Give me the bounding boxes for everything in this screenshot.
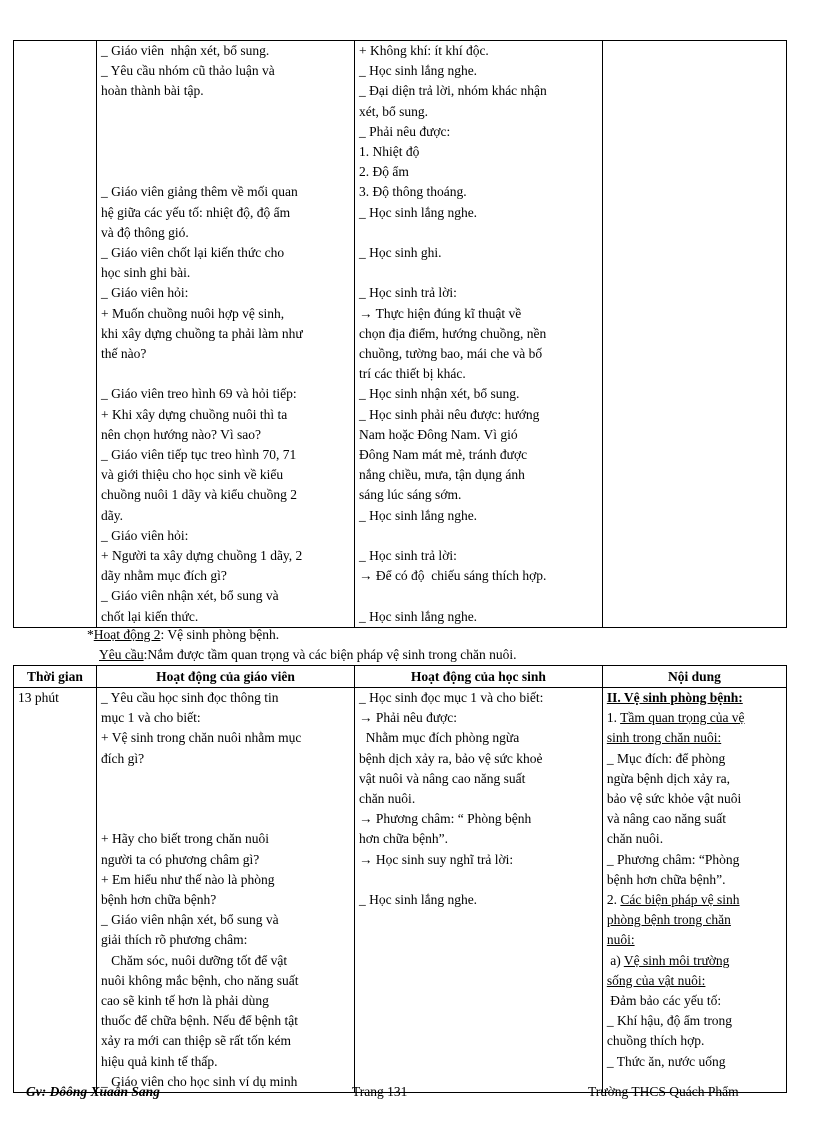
text-line: + Muốn chuồng nuôi hợp vệ sinh, [100,305,285,321]
text-line: _ Học sinh trả lời: [358,285,457,301]
header-time: Thời gian [14,666,97,688]
text-line: Đảm bảo các yếu tố: [606,993,722,1009]
text-line: bệnh hơn chữa bệnh”. [606,871,726,887]
text-line: Đông Nam mát mẻ, tránh được [358,447,528,463]
text-line: dãy. [100,507,123,523]
content-cell [602,41,786,628]
text-line: hoàn thành bài tập. [100,83,204,99]
header-content: Nội dung [602,666,786,688]
text-line: + Không khí: ít khí độc. [358,43,489,58]
teacher-activity-cell [96,688,354,1093]
text-line [101,102,350,122]
student-activity-cell [354,41,602,628]
text-line: dãy nhằm mục đích gì? [100,568,227,584]
content-cell: II. Vệ sinh phòng bệnh: 1. Tầm quan trọng của vệ sinh trong chăn nuôi: _ Mục đích: để phòng ngừa bệnh dịch xảy ra, bảo vệ sức khỏe vật nuôi và nâng cao năng suất chăn nuôi. _ Phương châm: “Phòng bệnh hơn chữa bệnh”. 2. Các biện pháp vệ sinh phòng bệnh trong chăn nuôi: a) Vệ sinh môi trường sống của vật nuôi: Đảm bảo các yếu tố: _ Khí hậu, độ ẩm trong chuồng thích hợp. _ Thức ăn, nước uống [602,688,786,1093]
text-line [101,769,350,789]
text-line [359,526,598,546]
text-line [359,870,598,890]
text-line: và độ thông gió. [100,224,189,240]
text-line: chăn nuôi. [358,791,416,807]
text-line: 3. Độ thông thoáng. [358,184,467,200]
text-line: → Thực hiện đúng kĩ thuật về [358,305,522,321]
text-line: người ta có phương châm gì? [100,851,260,867]
text-line: Nam hoặc Đông Nam. Vì gió [358,426,518,442]
text-line: chăn nuôi. [606,831,664,847]
text-line: sáng lúc sáng sớm. [358,487,462,503]
text-line: đích gì? [100,750,145,766]
text-line: _ Giáo viên tiếp tục treo hình 70, 71 [100,446,297,462]
text-line: trí các thiết bị khác. [358,366,466,382]
text-line: Nhằm mục đích phòng ngừa [358,730,520,746]
text-line: _ Giáo viên treo hình 69 và hỏi tiếp: [100,386,297,402]
text-line: + Vệ sinh trong chăn nuôi nhằm mục [100,730,302,746]
header-teacher: Hoạt động của giáo viên [96,666,354,688]
text-line: hệ giữa các yếu tố: nhiệt độ, độ ẩm [100,204,291,220]
time-cell: 13 phút [14,688,97,1093]
text-line: chuồng nuôi 1 dãy và kiểu chuồng 2 [100,487,298,503]
text-line: mục 1 và cho biết: [100,710,201,726]
text-line [101,364,350,384]
text-line: học sinh ghi bài. [100,265,191,281]
text-line: _ Giáo viên chốt lại kiến thức cho [100,244,285,260]
text-line: _ Học sinh ghi. [358,245,442,261]
text-line [101,809,350,829]
text-line [101,789,350,809]
text-line: xét, bổ sung. [358,103,428,119]
header-student: Hoạt động của học sinh [354,666,602,688]
footer-page-number: Trang 131 [352,1084,408,1099]
text-line: thuốc để chữa bệnh. Nếu để bệnh tật [100,1013,298,1029]
text-line: _ Học sinh trả lời: [358,548,457,564]
text-line: _ Học sinh lắng nghe. [358,63,478,79]
text-line [359,263,598,283]
text-line: _ Phương châm: “Phòng [606,851,740,867]
text-line: _ Đại diện trả lời, nhóm khác nhận [358,83,547,99]
subsection-2-title: 2. Các biện pháp vệ sinh [606,892,740,908]
footer-school: Trường THCS Quách Phẩm [588,1084,739,1099]
text-line: bệnh hơn chữa bệnh? [100,891,217,907]
text-line: giải thích rõ phương châm: [100,932,248,948]
activity-title: *Hoạt động 2: Vệ sinh phòng bệnh. [87,627,280,642]
text-line: và nâng cao năng suất [606,811,727,827]
text-line: _ Giáo viên nhận xét, bổ sung và [100,588,279,604]
text-line: vật nuôi và nâng cao năng suất [358,770,526,786]
text-line: + Hãy cho biết trong chăn nuôi [100,831,270,847]
text-line: → Phương châm: “ Phòng bệnh [358,811,532,827]
text-line: + Khi xây dựng chuồng nuôi thì ta [100,406,288,422]
text-line: 1. Nhiệt độ [358,144,420,160]
text-line: nắng chiều, mưa, tận dụng ánh [358,467,525,483]
text-line: chốt lại kiến thức. [100,608,199,624]
text-line: chọn địa điểm, hướng chuồng, nền [358,325,547,341]
subsection-1-title: 1. Tầm quan trọng của vệ [606,710,745,726]
text-line: _ Giáo viên nhận xét, bổ sung. [100,43,270,58]
text-line: _ Giáo viên nhận xét, bổ sung và [100,912,279,928]
text-line: _ Giáo viên hỏi: [100,285,189,301]
student-activity-cell [354,688,602,1093]
lesson-table-activity-2 [13,665,787,1093]
text-line: _ Mục đích: để phòng [606,750,726,766]
text-line: _ Yêu cầu nhóm cũ thảo luận và [100,63,275,79]
text-line: xảy ra mới can thiệp sẽ rất tốn kém [100,1033,292,1049]
text-line [101,142,350,162]
text-line: _ Học sinh đọc mục 1 và cho biết: [358,690,544,705]
text-line: → Để có độ chiếu sáng thích hợp. [358,568,547,584]
text-line: chuồng, tường bao, mái che và bố [358,346,543,362]
text-line: nuôi không mắc bệnh, cho năng suất [100,972,299,988]
text-line [359,586,598,606]
text-line: hơn chữa bệnh”. [358,831,449,847]
text-line: thế nào? [100,345,147,361]
text-line: hiệu quả kinh tế thấp. [100,1053,218,1069]
teacher-activity-cell [96,41,354,628]
text-line [359,223,598,243]
text-line: → Phải nêu được: [358,710,458,726]
text-line: bảo vệ sức khỏe vật nuôi [606,791,742,807]
lesson-table-continued [13,40,787,628]
text-line: ngừa bệnh dịch xảy ra, [606,770,730,786]
activity-requirement: Yêu cầu:Nắm được tầm quan trọng và các biện pháp vệ sinh trong chăn nuôi. [99,647,517,662]
text-line: Chăm sóc, nuôi dưỡng tốt để vật [100,952,288,968]
text-line: nên chọn hướng nào? Vì sao? [100,426,261,442]
text-line: _ Phải nêu được: [358,123,451,139]
text-line: _ Học sinh lắng nghe. [358,507,478,523]
text-line: _ Học sinh lắng nghe. [358,608,478,624]
text-line: _ Giáo viên cho học sinh ví dụ minh [100,1073,298,1089]
text-line: và giới thiệu cho học sinh về kiểu [100,467,284,483]
text-line: _ Khí hậu, độ ẩm trong [606,1013,733,1029]
text-line: _ Học sinh lắng nghe. [358,892,478,908]
text-line: cao sẽ kinh tế hơn là phải dùng [100,993,269,1008]
text-line: _ Học sinh nhận xét, bổ sung. [358,386,520,402]
text-line: khi xây dựng chuồng ta phải làm như [100,325,303,341]
text-line: + Em hiểu như thế nào là phòng [100,871,275,887]
text-line: _ Giáo viên giảng thêm về mối quan [100,184,298,200]
text-line: + Người ta xây dựng chuồng 1 dãy, 2 [100,548,303,563]
section-title: II. Vệ sinh phòng bệnh: [606,690,743,705]
text-line: → Học sinh suy nghĩ trả lời: [358,851,514,867]
text-line [101,122,350,142]
text-line: _ Học sinh lắng nghe. [358,204,478,220]
time-cell [14,41,97,628]
text-line: _ Yêu cầu học sinh đọc thông tin [100,690,279,705]
text-line: _ Học sinh phải nêu được: hướng [358,406,540,422]
subsection-a-title: a) Vệ sinh môi trường [606,952,730,968]
text-line [101,162,350,182]
text-line: chuồng thích hợp. [606,1033,705,1049]
text-line: bệnh dịch xảy ra, bảo vệ sức khoẻ [358,750,543,766]
text-line: _ Thức ăn, nước uống [606,1053,726,1069]
text-line: _ Giáo viên hỏi: [100,527,189,543]
footer-author: Gv: Dôông Xuaân Sang [26,1084,160,1099]
text-line: 2. Độ ẩm [358,164,409,180]
